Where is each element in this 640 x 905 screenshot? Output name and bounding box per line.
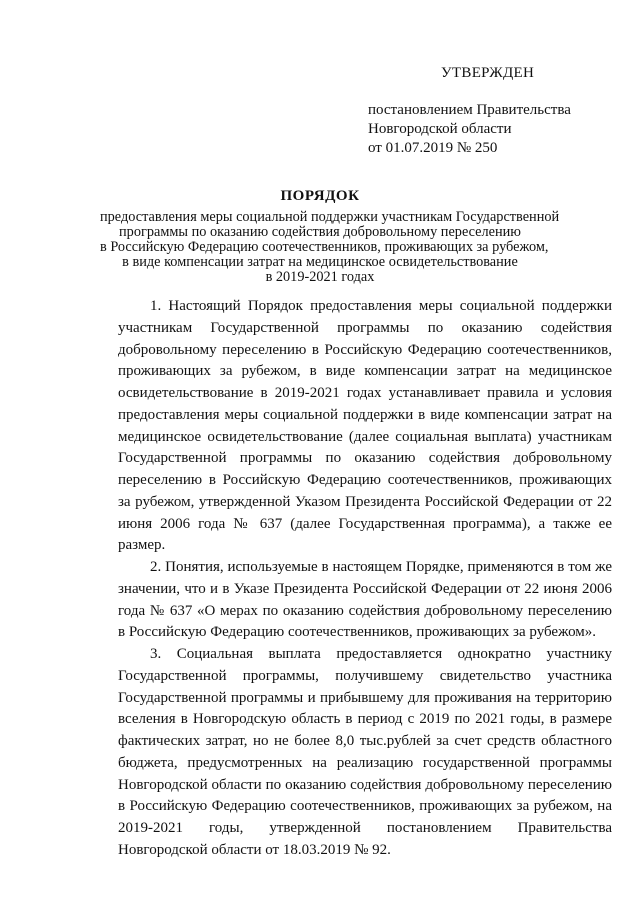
subtitle-line: в 2019-2021 годах — [265, 269, 375, 285]
approved-date-line: от 01.07.2019 № 250 — [368, 140, 498, 156]
approved-by-line: постановлением Правительства — [368, 102, 571, 118]
paragraph-2: 2. Понятия, используемые в настоящем Порядке, применяются в том же значении, что и в Указе Президента Российской Федерации от 22 июня 2006 года № 637 «О мерах по оказанию содействия добровольному переселению в Российскую Федерацию соотечественников, проживающих за рубежом». — [118, 559, 612, 641]
subtitle-line: в Российскую Федерацию соотечественников, проживающих за рубежом, — [100, 239, 549, 255]
subtitle-line: в виде компенсации затрат на медицинское освидетельствование — [122, 254, 518, 270]
document-title: ПОРЯДОК — [280, 188, 360, 204]
paragraph-1: 1. Настоящий Порядок предоставления меры социальной поддержки участникам Государственной программы по оказанию содействия добровольному переселению в Российскую Федерацию соотечественников, проживающих за рубежом, в виде компенсации затрат на медицинское освидетельствование в 2019-2021 годах устанавливает правила и условия предоставления меры социальной поддержки в виде компенсации затрат на медицинское освидетельствование (далее социальная выплата) участникам Государственной программы по оказанию содействия добровольному переселению в Российскую Федерацию соотечественников, проживающих за рубежом, утвержденной Указом Президента Российской Федерации от 22 июня 2006 года № 637 (далее Государственная программа), а также ее размер. — [118, 298, 612, 554]
approved-heading: УТВЕРЖДЕН — [441, 65, 535, 81]
approved-region-line: Новгородской области — [368, 121, 512, 137]
approval-stamp-block — [368, 64, 618, 158]
paragraph-3: 3. Социальная выплата предоставляется однократно участнику Государственной программы, получившему свидетельство участника Государственной программы и прибывшему для проживания на территорию вселения в Новгородскую область в период с 2019 по 2021 годы, в размере фактических затрат, но не более 8,0 тыс.рублей за счет средств областного бюджета, предусмотренных на реализацию государственной программы Новгородской области по оказанию содействия добровольному переселению в Российскую Федерацию соотечественников, проживающих за рубежом, на 2019-2021 годы, утвержденной постановлением Правительства Новгородской области от 18.03.2019 № 92. — [118, 646, 612, 858]
document-subtitle — [100, 209, 560, 285]
subtitle-line: программы по оказанию содействия добровольному переселению — [119, 224, 521, 240]
subtitle-line: предоставления меры социальной поддержки участникам Государственной — [100, 209, 560, 225]
document-body — [118, 296, 612, 862]
